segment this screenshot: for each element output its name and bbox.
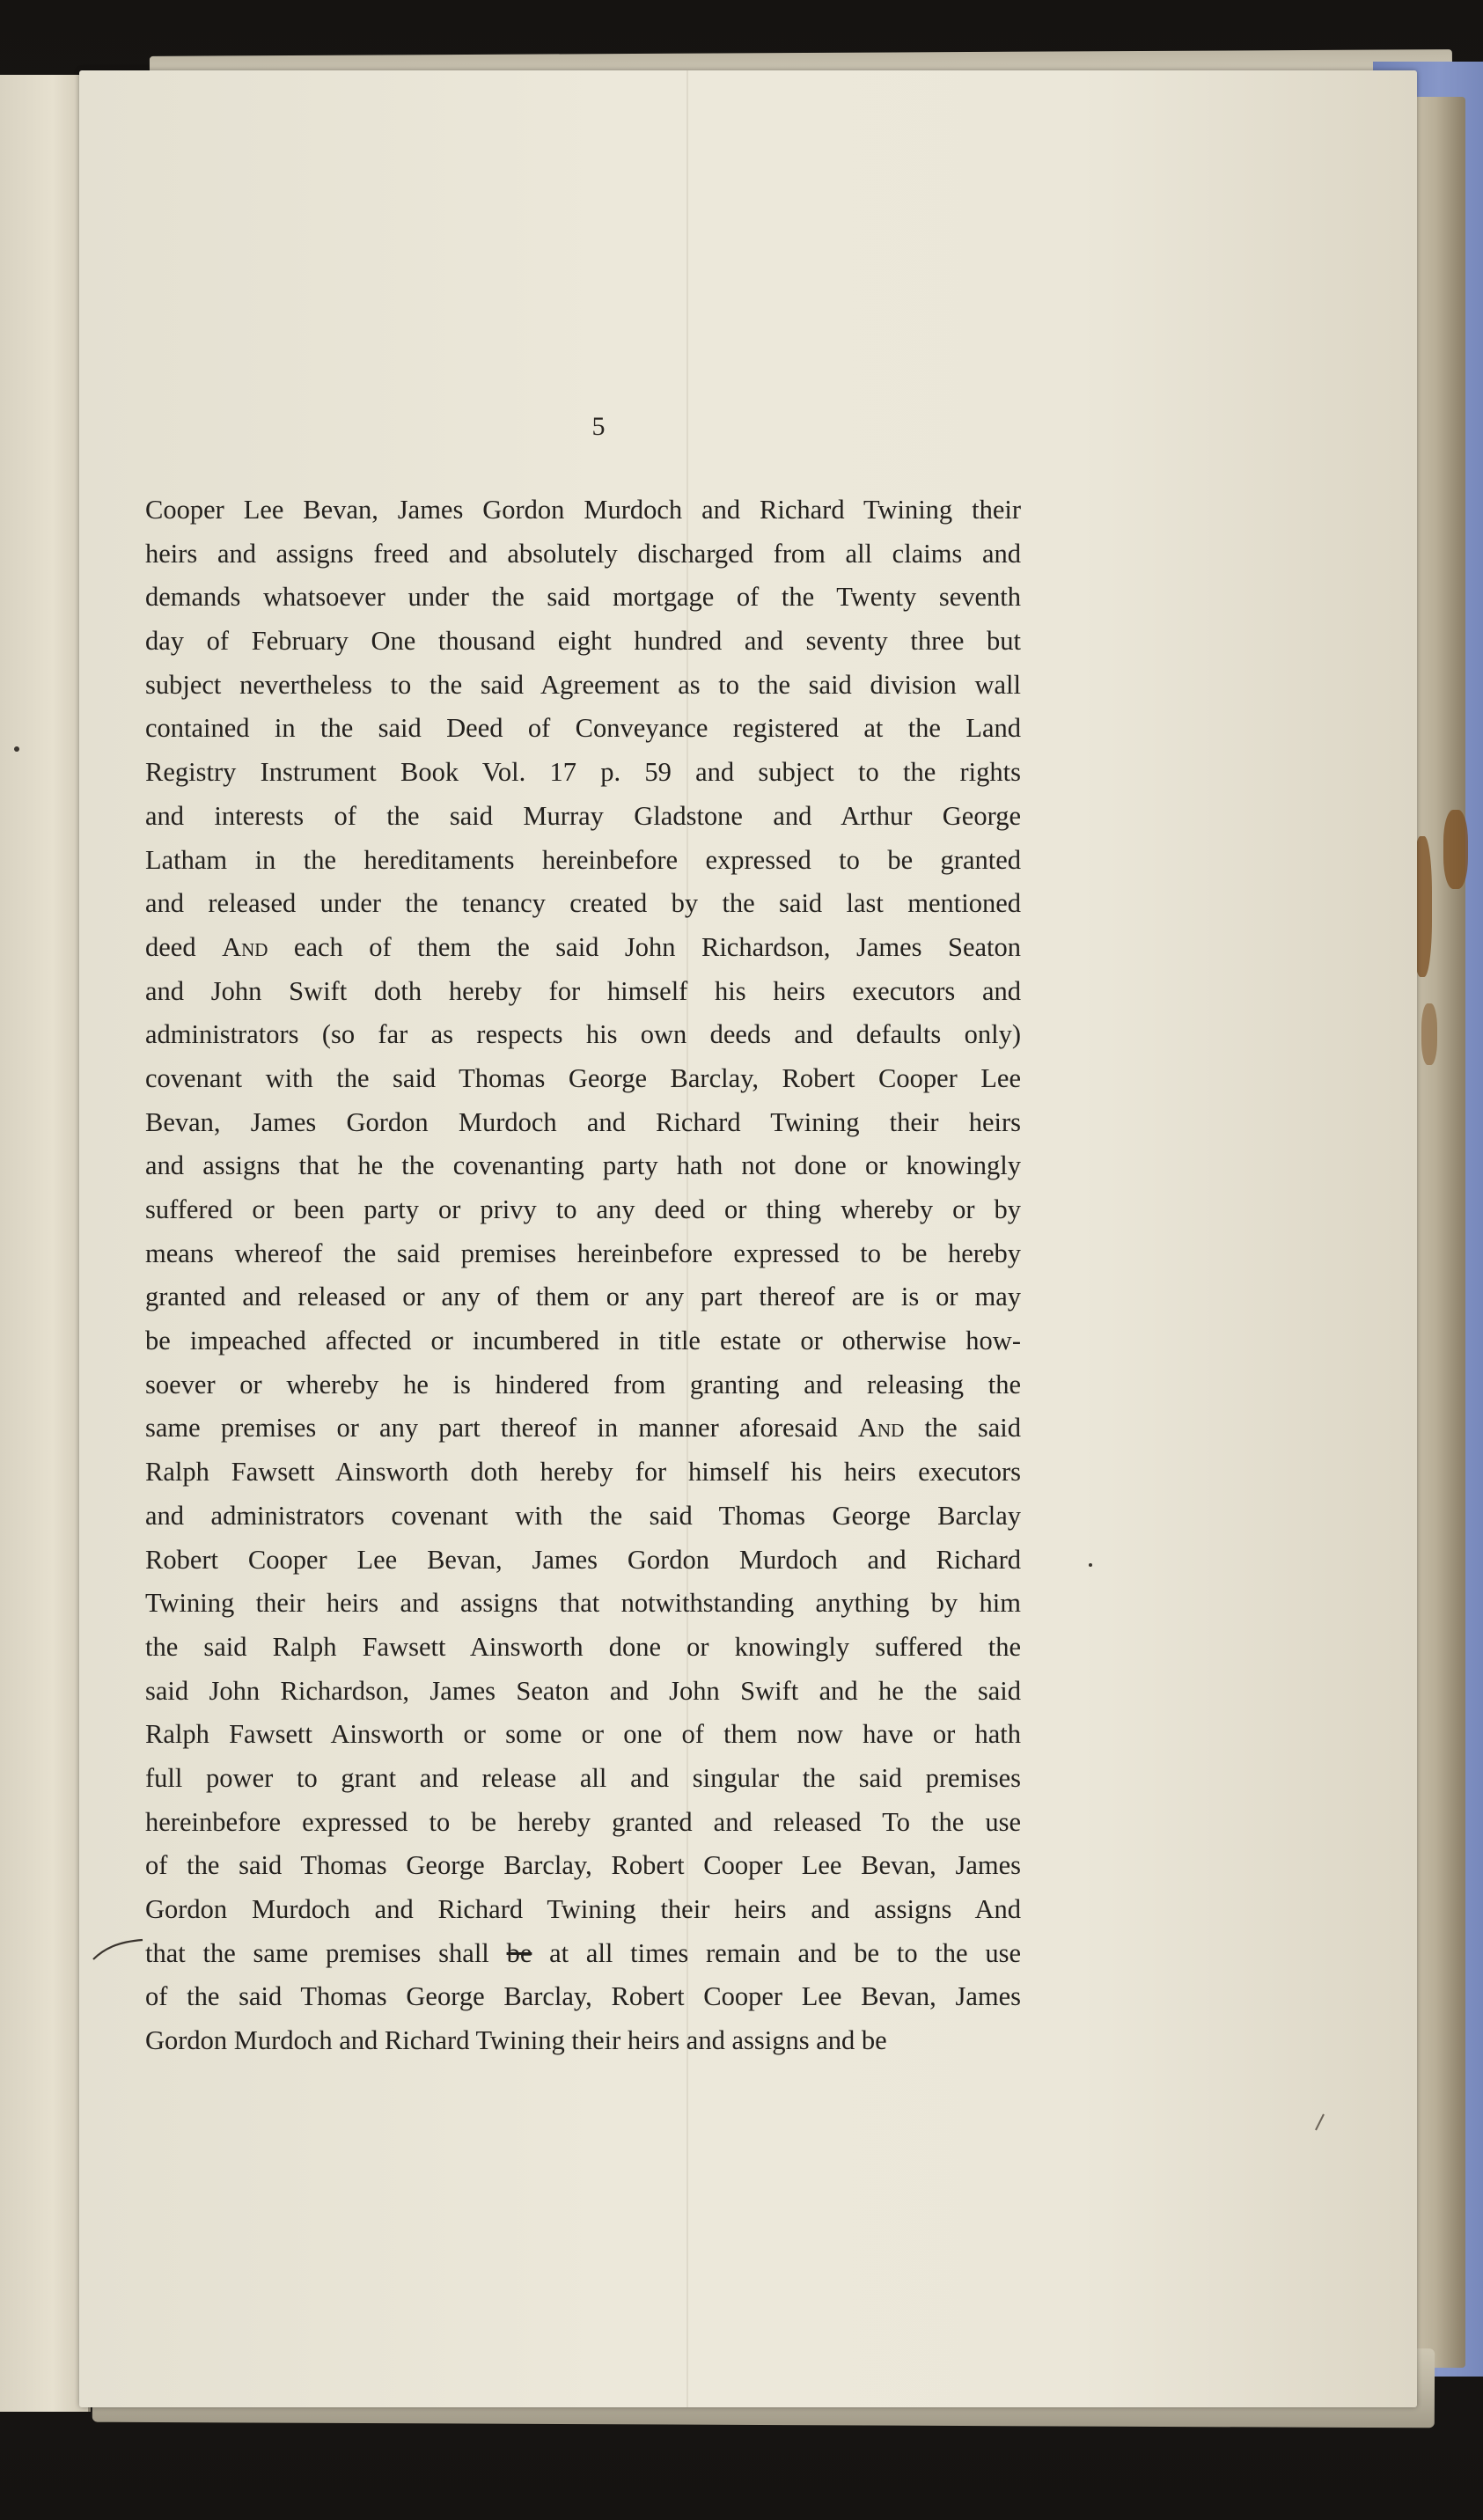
text-line: [145, 1407, 1021, 1451]
body-text: [145, 489, 1021, 2063]
text-line: Bevan, James Gordon Murdoch and Richard Twining their heirs: [145, 1106, 1021, 1137]
text-line: Cooper Lee Bevan, James Gordon Murdoch and Richard Twining their: [145, 495, 1021, 525]
text-line: and released under the tenancy created by the said last mentioned: [145, 888, 1021, 919]
text-line: Twining their heirs and assigns that notwithstanding anything by him: [145, 1588, 1021, 1619]
text-line: of the said Thomas George Barclay, Robert Cooper Lee Bevan, James: [145, 1850, 1021, 1881]
text-line: be impeached affected or incumbered in title estate or otherwise how-: [145, 1326, 1021, 1356]
text-line: soever or whereby he is hindered from granting and releasing the: [145, 1369, 1021, 1400]
text-line: [145, 926, 1021, 970]
text-line: Ralph Fawsett Ainsworth doth hereby for himself his heirs executors: [145, 1457, 1021, 1488]
text-line: Robert Cooper Lee Bevan, James Gordon Murdoch and Richard: [145, 1544, 1021, 1575]
text-line: suffered or been party or privy to any deed or thing whereby or by: [145, 1194, 1021, 1224]
text-line: heirs and assigns freed and absolutely discharged from all claims and: [145, 538, 1021, 569]
small-caps-word: And: [222, 931, 268, 962]
text-line: administrators (so far as respects his own deeds and defaults only): [145, 1019, 1021, 1050]
text-line: and interests of the said Murray Gladstone and Arthur George: [145, 800, 1021, 831]
text-line: Registry Instrument Book Vol. 17 p. 59 and subject to the rights: [145, 757, 1021, 788]
text-run: each of them the said John Richardson, James Seaton: [293, 931, 1022, 962]
text-line: said John Richardson, James Seaton and John Swift and he the said: [145, 1675, 1021, 1706]
rust-stain: [1421, 1003, 1437, 1065]
text-run: same premises or any part thereof in manner aforesaid: [145, 1413, 838, 1444]
text-line: and administrators covenant with the said Thomas George Barclay: [145, 1500, 1021, 1531]
text-line: [145, 1932, 1021, 1976]
text-line: full power to grant and release all and singular the said premises: [145, 1762, 1021, 1793]
text-line: hereinbefore expressed to be hereby granted and released To the use: [145, 1806, 1021, 1837]
text-line: Ralph Fawsett Ainsworth or some or one of them now have or hath: [145, 1719, 1021, 1750]
stray-ink-dot: [14, 746, 19, 752]
text-line: and John Swift doth hereby for himself his heirs executors and: [145, 975, 1021, 1006]
text-line: covenant with the said Thomas George Barclay, Robert Cooper Lee: [145, 1062, 1021, 1093]
text-line: of the said Thomas George Barclay, Robert Cooper Lee Bevan, James: [145, 1981, 1021, 2012]
left-adjacent-page: [0, 75, 91, 2412]
text-run: deed: [145, 931, 196, 962]
text-line: contained in the said Deed of Conveyance registered at the Land: [145, 713, 1021, 744]
text-line: means whereof the said premises hereinbefore expressed to be hereby: [145, 1238, 1021, 1268]
pencil-margin-tick-icon: [92, 1936, 144, 1963]
text-line: granted and released or any of them or any part thereof are is or may: [145, 1282, 1021, 1312]
text-line: day of February One thousand eight hundred and seventy three but: [145, 626, 1021, 657]
page-number: 5: [591, 412, 606, 441]
pencil-stroke-icon: [1313, 2112, 1325, 2132]
text-run: at all times remain and be to the use: [549, 1937, 1022, 1968]
rust-stain: [1443, 810, 1468, 889]
stray-ink-dot: [1089, 1563, 1092, 1567]
text-line: demands whatsoever under the said mortgage of the Twenty seventh: [145, 582, 1021, 613]
text-line: Gordon Murdoch and Richard Twining their heirs and assigns And: [145, 1894, 1021, 1924]
struck-word: be: [506, 1937, 532, 1968]
text-line: Latham in the hereditaments hereinbefore expressed to be granted: [145, 844, 1021, 875]
small-caps-word: And: [857, 1413, 905, 1444]
text-run: the said: [924, 1413, 1022, 1444]
text-line: and assigns that he the covenanting party hath not done or knowingly: [145, 1150, 1021, 1181]
text-line: the said Ralph Fawsett Ainsworth done or knowingly suffered the: [145, 1631, 1021, 1662]
text-line: subject nevertheless to the said Agreement as to the said division wall: [145, 669, 1021, 700]
text-run: that the same premises shall: [145, 1937, 489, 1968]
text-line: Gordon Murdoch and Richard Twining their heirs and assigns and be: [145, 2025, 887, 2056]
